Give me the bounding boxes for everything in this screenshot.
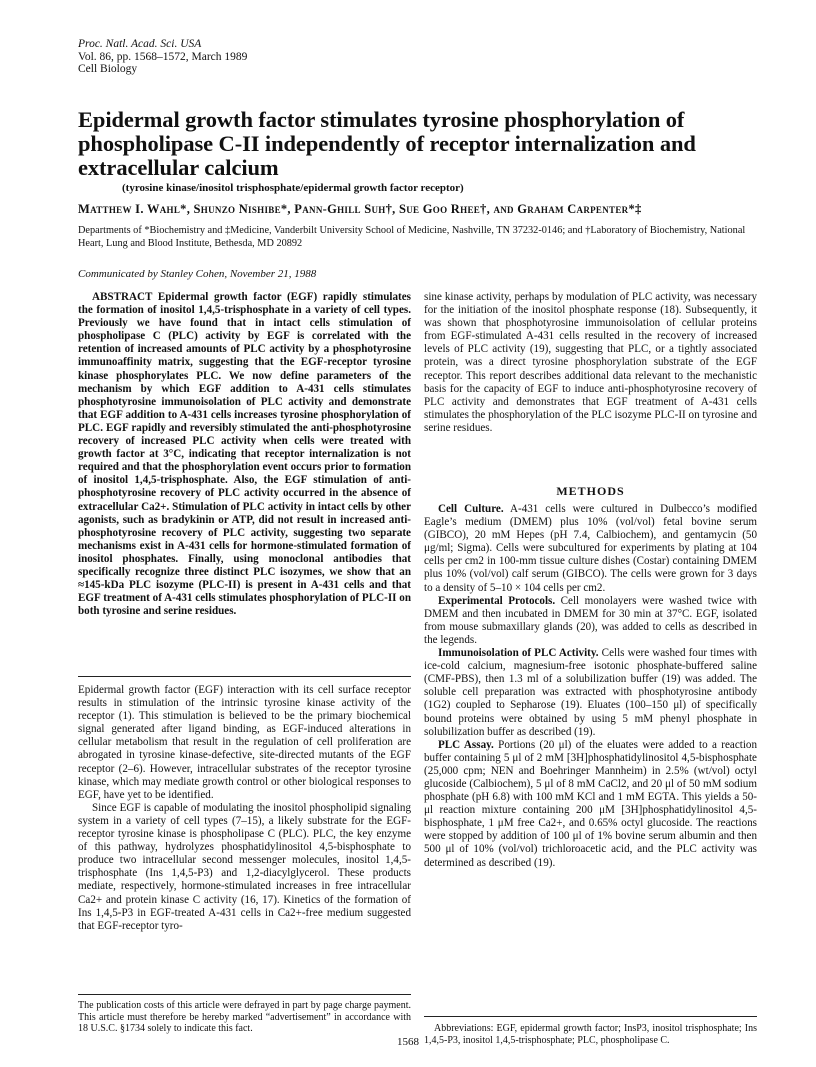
methods-text: Cells were washed four times with ice-cold calcium, magnesium-free isotonic phosphate-buffered saline (CMF-PBS), then 1.3 ml of a solubilization buffer (19) was added. The soluble cell preparation was extracted with phosphotyrosine antibody (1G2) coupled to Sepharose (19). Eluates (100–150 μl) of specifically bound proteins were obtained by using 5 mM phenyl phosphate in solubilization buffer as described (19). [424, 647, 757, 738]
run-in-heading: Immunoisolation of PLC Activity. [438, 647, 599, 660]
journal-section: Cell Biology [78, 63, 138, 75]
abbreviations-footnote: Abbreviations: EGF, epidermal growth factor; InsP3, inositol trisphosphate; Ins 1,4,5-P3, inositol 1,4,5-trisphosphate; PLC, phospholipase C. [424, 1023, 757, 1046]
introduction-continued [424, 291, 757, 435]
intro-paragraph-1: Epidermal growth factor (EGF) interaction with its cell surface receptor results in stimulation of the intrinsic tyrosine kinase activity of the receptor (1). This stimulation is believed to be the primary biochemical signal generated after ligand binding, as EGF-induced alterations in cellular metabolism that result in the regulation of cell proliferation are abrogated in tyrosine kinase-defective, site-directed mutants of the EGF receptor (2–6). However, intracellular substrates of the receptor tyrosine kinase, which may mediate growth control or other biological responses to EGF, have yet to be identified. [78, 684, 411, 801]
abstract [78, 291, 411, 618]
intro-paragraph-2: Since EGF is capable of modulating the inositol phospholipid signaling system in a variety of cell types (7–15), a likely substrate for the EGF-receptor tyrosine kinase is phospholipase C (PLC). PLC, the key enzyme of this pathway, hydrolyzes phosphatidylinositol 4,5-bisphosphate to produce two intracellular second messenger molecules, inositol 1,4,5-trisphosphate (Ins 1,4,5-P3) and 1,2-diacylglycerol. These products mediate, respectively, hormone-stimulated increases in free intracellular Ca2+ and protein kinase C activity (16, 17). Kinetics of the formation of Ins 1,4,5-P3 in EGF-treated A-431 cells in Ca2+-free medium suggested that EGF-receptor tyro- [78, 801, 411, 932]
methods-text: Cell monolayers were washed twice with DMEM and then incubated in DMEM for 30 min at 37°C. EGF, isolated from mouse submaxillary glands (20), was added to cells as described in the legends. [424, 594, 757, 646]
run-in-heading: PLC Assay. [438, 738, 494, 751]
methods-immunoisolation [424, 647, 757, 739]
intro-paragraph-3: sine kinase activity, perhaps by modulation of PLC activity, was necessary for the initiation of the inositol phosphate response (18). Subsequently, it was shown that phosphotyrosine immunoisolation of cellular proteins from EGF-stimulated A-431 cells resulted in the recovery of increased levels of PLC activity (19), suggesting that PLC, or a tightly associated protein, was a direct tyrosine phosphorylation substrate of the EGF receptor. This report describes additional data relevant to the mechanistic basis for the capacity of EGF to induce anti-phosphotyrosine recovery of PLC activity and demonstrates that EGF treatment of A-431 cells stimulates the phosphorylation of the PLC isozyme PLC-II on tyrosine and serine residues. [424, 291, 757, 434]
authors: Matthew I. Wahl*, Shunzo Nishibe*, Pann-Ghill Suh†, Sue Goo Rhee†, and Graham Carpenter*‡ [78, 202, 642, 216]
keywords: (tyrosine kinase/inositol trisphosphate/epidermal growth factor receptor) [122, 182, 464, 194]
journal-name: Proc. Natl. Acad. Sci. USA [78, 38, 202, 50]
communicated-by: Communicated by Stanley Cohen, November 21, 1988 [78, 268, 317, 280]
methods-cell-culture [424, 503, 757, 595]
methods-text: A-431 cells were cultured in Dulbecco’s modified Eagle’s medium (DMEM) plus 10% (vol/vol) fetal bovine serum (GIBCO), 20 mM Hepes (pH 7.4, Calbiochem), and gentamycin (50 μg/ml; Sigma). Cells were subcultured for experiments by plating at 104 cells per cm2 in 100-mm tissue culture dishes (Costar) containing DMEM plus 10% (vol/vol) calf serum (GIBCO). The cells were grown for 3 days to a density of 5–10 × 104 cells per cm2. [424, 503, 757, 594]
methods-section [424, 503, 757, 870]
affiliations: Departments of *Biochemistry and ‡Medicine, Vanderbilt University School of Medicine, Nashville, TN 37232-0146; and †Laboratory of Biochemistry, National Heart, Lung and Blood Institute, Bethesda, MD 20892 [78, 225, 746, 249]
journal-header [78, 38, 247, 76]
publication-cost-footnote: The publication costs of this article were defrayed in part by page charge payment. This article must therefore be hereby marked “advertisement” in accordance with 18 U.S.C. §1734 solely to indicate this fact. [78, 1000, 411, 1035]
abstract-text: ABSTRACT Epidermal growth factor (EGF) rapidly stimulates the formation of inositol 1,4,5-trisphosphate in a variety of cell types. Previously we have found that in intact cells stimulation of phospholipase C (PLC) activity by EGF is correlated with the retention of increased amounts of PLC activity by a phosphotyrosine immunoaffinity matrix, suggesting that the EGF-receptor tyrosine kinase phosphorylates PLC. We now define parameters of the mechanism by which EGF addition to A-431 cells stimulates phosphotyrosine immunoisolation of PLC activity and demonstrate that EGF addition to A-431 cells increases tyrosine phosphorylation of PLC. EGF rapidly and reversibly stimulated the anti-phosphotyrosine recovery of increased PLC activity when cells were treated with growth factor at 3°C, indicating that receptor internalization is not required and that the phosphorylation event occurs prior to formation of inositol 1,4,5-trisphosphate. Also, the EGF stimulation of anti-phosphotyrosine recovery of PLC activity occurred in the absence of extracellular Ca2+. Stimulation of PLC activity in intact cells by other agonists, such as bradykinin or ATP, did not result in increased anti-phosphotyrosine recovery of PLC activity, suggesting two separate mechanisms exist in A-431 cells for hormone-stimulated formation of inositol phosphates. Finally, using monoclonal antibodies that specifically recognize three distinct PLC isozymes, we show that an ≈145-kDa PLC isozyme (PLC-II) is present in A-431 cells and that EGF treatment of A-431 cells stimulates phosphorylation of PLC-II on both tyrosine and serine residues. [78, 291, 411, 618]
run-in-heading: Cell Culture. [438, 503, 504, 515]
article-title: Epidermal growth factor stimulates tyrosine phosphorylation of phospholipase C-II independently of receptor internalization and extracellular calcium [78, 107, 696, 180]
methods-plc-assay [424, 739, 757, 870]
run-in-heading: Experimental Protocols. [438, 594, 556, 607]
abstract-divider [78, 676, 411, 677]
methods-protocols [424, 595, 757, 647]
journal-volume: Vol. 86, pp. 1568–1572, March 1989 [78, 50, 248, 63]
methods-text: Portions (20 μl) of the eluates were added to a reaction buffer containing 5 μl of 2 mM [3H]phosphatidylinositol 4,5-bisphosphate (25,000 cpm; NEN and Boehringer Mannheim) in 2.5% (wt/vol) octyl glucoside (Calbiochem), 5 μl of 8 mM CaCl2, and 20 μl of 50 mM sodium phosphate (pH 6.8) with 100 mM KCl and 1 mM EGTA. This yields a 50-μl reaction mixture containing 200 μM [3H]phosphatidylinositol 4,5-bisphosphate, 1 μM free Ca2+, and 0.65% octyl glucoside. The reactions were stopped by addition of 100 μl of 1% bovine serum albumin and then 500 μl of 10% (vol/vol) trichloroacetic acid, and the PLC activity was determined as described (19). [424, 738, 758, 869]
page-number: 1568 [397, 1036, 419, 1048]
introduction [78, 684, 411, 933]
footnote-divider [78, 994, 411, 995]
abbrev-divider [424, 1016, 757, 1017]
methods-heading: METHODS [556, 484, 625, 498]
